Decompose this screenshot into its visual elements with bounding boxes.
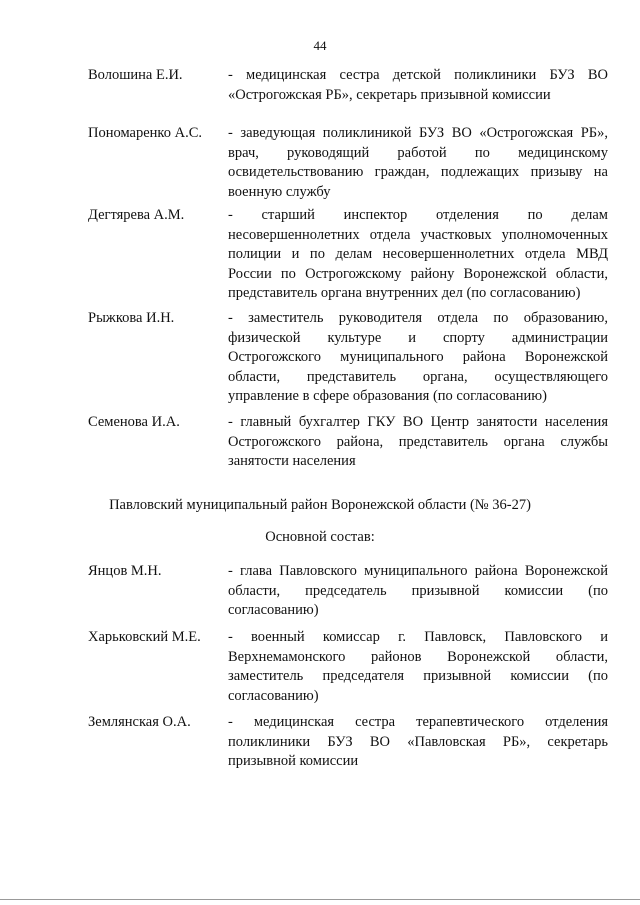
member-name: Янцов М.Н. bbox=[88, 563, 162, 579]
section-subtitle: Основной состав: bbox=[265, 529, 375, 545]
member-name: Рыжкова И.Н. bbox=[88, 310, 175, 326]
member-role: - военный комиссар г. Павловск, Павловского и Верхнемамонского районов Воронежской области, заместитель председателя призывной комиссии (по согласованию) bbox=[228, 629, 608, 704]
member-name: Харьковский М.Е. bbox=[88, 629, 201, 645]
member-role: - заместитель руководителя отдела по образованию, физической культуре и спорту администрации Острогожского муниципального района Воронежской области, представитель органа, осуществляющего управление в сфере образования (по согласованию) bbox=[228, 310, 608, 404]
member-name: Землянская О.А. bbox=[88, 714, 191, 730]
member-role: - медицинская сестра терапевтического отделения поликлиники БУЗ ВО «Павловская РБ», секретарь призывной комиссии bbox=[228, 714, 608, 769]
member-name: Пономаренко А.С. bbox=[88, 125, 202, 141]
member-name: Дегтярева А.М. bbox=[88, 207, 185, 223]
member-role: - глава Павловского муниципального района Воронежской области, председатель призывной комиссии (по согласованию) bbox=[228, 563, 608, 618]
member-name: Волошина Е.И. bbox=[88, 67, 183, 83]
page-bottom-edge bbox=[0, 899, 640, 900]
section-title: Павловский муниципальный район Воронежской области (№ 36-27) bbox=[109, 497, 531, 513]
member-role: - заведующая поликлиникой БУЗ ВО «Острогожская РБ», врач, руководящий работой по медицинскому освидетельствованию граждан, подлежащих призыву на военную службу bbox=[228, 125, 608, 200]
member-name: Семенова И.А. bbox=[88, 414, 180, 430]
member-role: - главный бухгалтер ГКУ ВО Центр занятости населения Острогожского района, представитель органа службы занятости населения bbox=[228, 414, 608, 469]
member-role: - старший инспектор отделения по делам несовершеннолетних отдела участковых уполномоченных полиции и по делам несовершеннолетних отдела МВД России по Острогожскому району Воронежской области, представитель органа внутренних дел (по согласованию) bbox=[228, 207, 608, 301]
member-role: - медицинская сестра детской поликлиники БУЗ ВО «Острогожская РБ», секретарь призывной комиссии bbox=[228, 67, 608, 103]
page-number: 44 bbox=[313, 38, 327, 53]
